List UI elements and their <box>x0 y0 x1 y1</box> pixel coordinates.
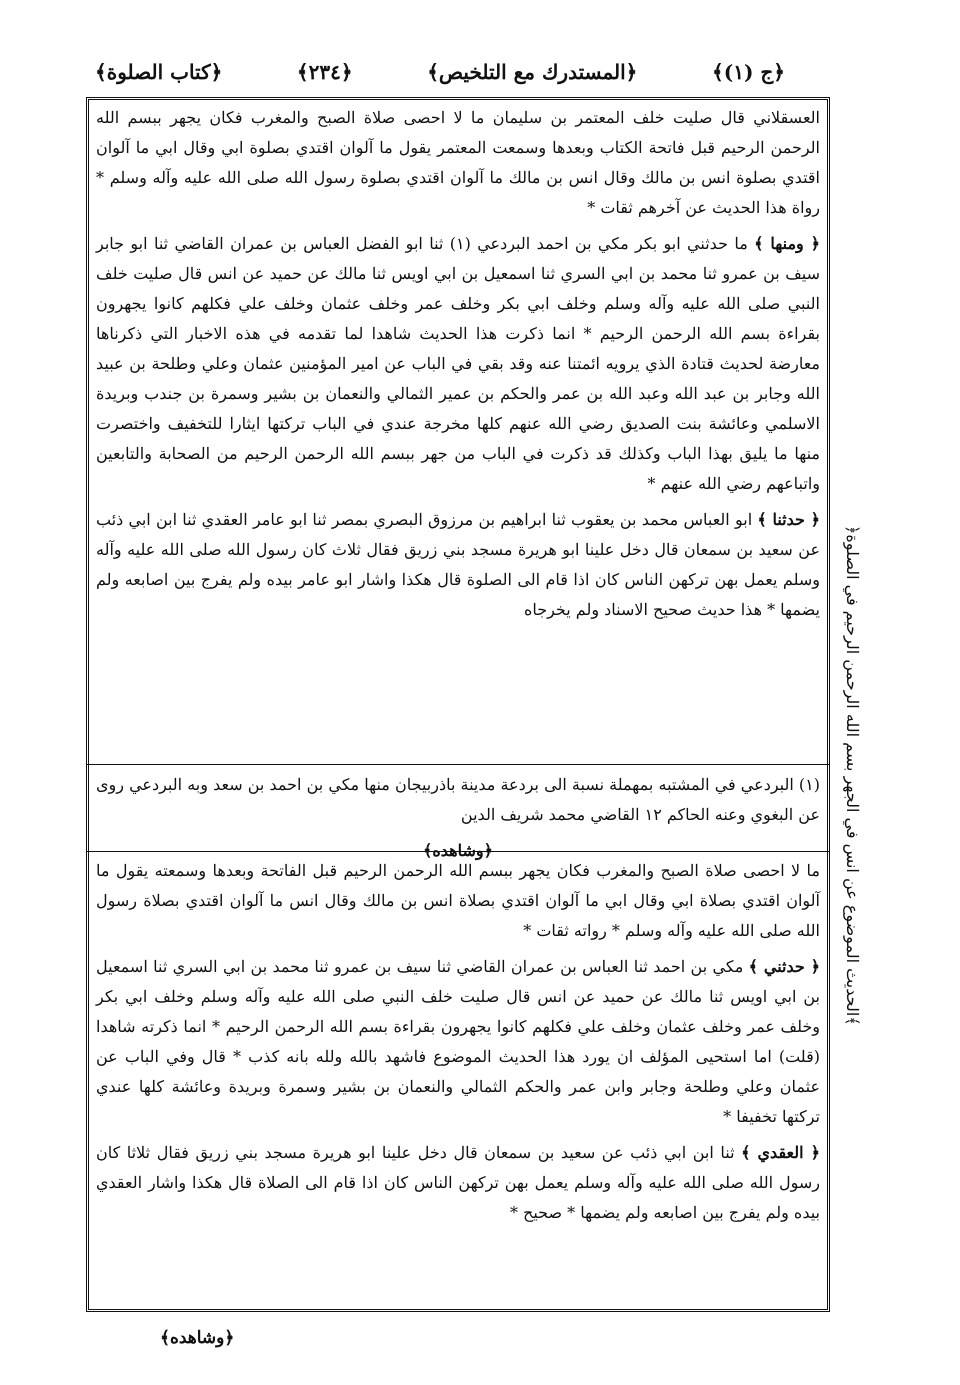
talkhis-paragraph-2: ﴿ حدثني ﴾ مكي بن احمد ثنا العباس بن عمران القاضي ثنا سيف بن عمرو ثنا محمد بن ابي السري ثنا اسمعيل بن ابي اويس ثنا مالك عن حميد عن انس قال صليت خلف النبي صلى الله عليه وآله وسلم وخلف ابي بكر وخلف عمر وخلف عثمان وخلف علي فكلهم كانوا يجهرون بقراءة بسم الله الرحمن الرحيم * انما ذكرته شاهدا (قلت) اما استحيى المؤلف ان يورد هذا الحديث الموضوع فاشهد بالله ولله بانه كذب * قال وفي الباب عن عثمان وعلي وطلحة وجابر وابن عمر والحكم الثمالي والنعمان بن بشير وسمرة وبريدة وعائشة كلها عندي تركتها تخفيفا * <box>96 957 820 1126</box>
footnote-divider <box>86 764 830 765</box>
talkhis-paragraph-3: ﴿ العقدي ﴾ ثنا ابن ابي ذئب عن سعيد بن سمعان قال دخل علينا ابو هريرة مسجد بني زريق فقال ثلاثا كان رسول الله صلى الله عليه وآله وسلم يعمل بهن تركهن الناس كان اذا قام الى الصلاة قال هكذا واشار العقدي بيده ولم يفرج بين اصابعه ولم يضمها * صحيح * <box>96 1143 821 1222</box>
volume-label: ﴿ج (١)﴾ <box>712 60 785 84</box>
paragraph-label: ﴿ حدثنا ﴾ <box>757 510 820 529</box>
mustadrak-paragraph-3: ﴿ حدثنا ﴾ ابو العباس محمد بن يعقوب ثنا ابراهيم بن مرزوق البصري بمصر ثنا ابو عامر العقدي ثنا ابن ابي ذئب عن سعيد بن سمعان قال دخل علينا ابو هريرة مسجد بني زريق فقال ثلاث كان رسول الله صلى الله عليه وآله وسلم يعمل بهن تركهن الناس كان اذا قام الى الصلوة قال هكذا واشار ابو عامر بيده ولم يفرج بين اصابعه ولم يضمها * هذا حديث صحيح الاسناد ولم يخرجاه <box>96 510 820 619</box>
running-title: ﴿المستدرك مع التلخيص﴾ <box>427 60 638 84</box>
paragraph-label: ﴿ العقدي ﴾ <box>741 1143 821 1162</box>
side-note: ﴿الحديث الموضوع عن انس في الجهر بسم الله الرحمن الرحيم في الصلوة﴾ <box>843 524 862 1026</box>
page-header <box>95 52 785 92</box>
mustadrak-paragraph-1: العسقلاني قال صليت خلف المعتمر بن سليمان ما لا احصى صلاة الصبح والمغرب فكان يجهر ببسم الله الرحمن الرحيم قبل فاتحة الكتاب وبعدها وسمعت المعتمر يقول ما آلوان اقتدي بصلوة ابي وقال ابي ما آلوان اقتدي بصلوة انس بن مالك وقال انس بن مالك ما آلوان اقتدي بصلوة رسول الله صلى الله عليه وآله وسلم * رواة هذا الحديث عن آخرهم ثقات * <box>96 108 820 217</box>
mustadrak-text <box>96 103 820 631</box>
paragraph-label: ﴿ حدثني ﴾ <box>748 957 820 976</box>
footer-stamp: ﴿وشاهده﴾ <box>160 1328 235 1348</box>
page-number: ﴿٢٣٤﴾ <box>296 60 353 84</box>
mustadrak-paragraph-2: ﴿ ومنها ﴾ ما حدثني ابو بكر مكي بن احمد البردعي (١) ثنا ابو الفضل العباس بن عمران القاضي ثنا ابو جابر سيف بن عمرو ثنا محمد بن ابي السري ثنا اسمعيل بن ابي اويس ثنا مالك عن حميد عن انس قال صليت خلف النبي صلى الله عليه وآله وسلم وخلف ابي بكر وخلف عمر وخلف عثمان وخلف علي فكلهم كانوا يجهرون بقراءة بسم الله الرحمن الرحيم * انما ذكرت هذا الحديث شاهدا لما تقدمه في هذه الاخبار التي ذكرناها معارضة لحديث قتادة الذي يرويه ائمتنا عنه وقد بقي في الباب عن امير المؤمنين عثمان وعلي وطلحة بن عبيد الله وجابر بن عبد الله وعبد الله بن عمر والحكم بن عمير الثمالي والنعمان بن بشير وسمرة بن جندب وبريدة الاسلمي وعائشة بنت الصديق رضي الله عنهم كلها مخرجة عندي في الباب تركتها ايثارا للتخفيف واختصرت منها ما يليق بهذا الباب وكذلك قد ذكرت في الباب من جهر ببسم الله الرحمن الرحيم من الصحابة والتابعين واتباعهم رضي الله عنهم * <box>96 234 821 493</box>
paragraph-label: ﴿ ومنها ﴾ <box>754 234 821 253</box>
footnote-text: (١) البردعي في المشتبه بمهملة نسبة الى بردعة مدينة باذربيجان منها مكي بن احمد بن سعد وبه البردعي روى عن البغوي وعنه الحاكم ١٢ القاضي محمد شريف الدين <box>96 775 820 824</box>
footnote-stamp: ﴿وشاهده﴾ <box>423 841 493 860</box>
talkhis-divider <box>86 851 830 852</box>
book-title: ﴿كتاب الصلوة﴾ <box>95 60 223 84</box>
talkhis-text <box>96 856 820 1234</box>
talkhis-paragraph-1: ما لا احصى صلاة الصبح والمغرب فكان يجهر ببسم الله الرحمن الرحيم قبل الفاتحة وبعدها وسمعته يقول ما آلوان اقتدي بصلاة ابي وقال ابي ما آلوان اقتدي بصلاة انس بن مالك وقال انس ما آلوان اقتدي بصلاة رسول الله صلى الله عليه وآله وسلم * رواته ثقات * <box>96 861 820 940</box>
